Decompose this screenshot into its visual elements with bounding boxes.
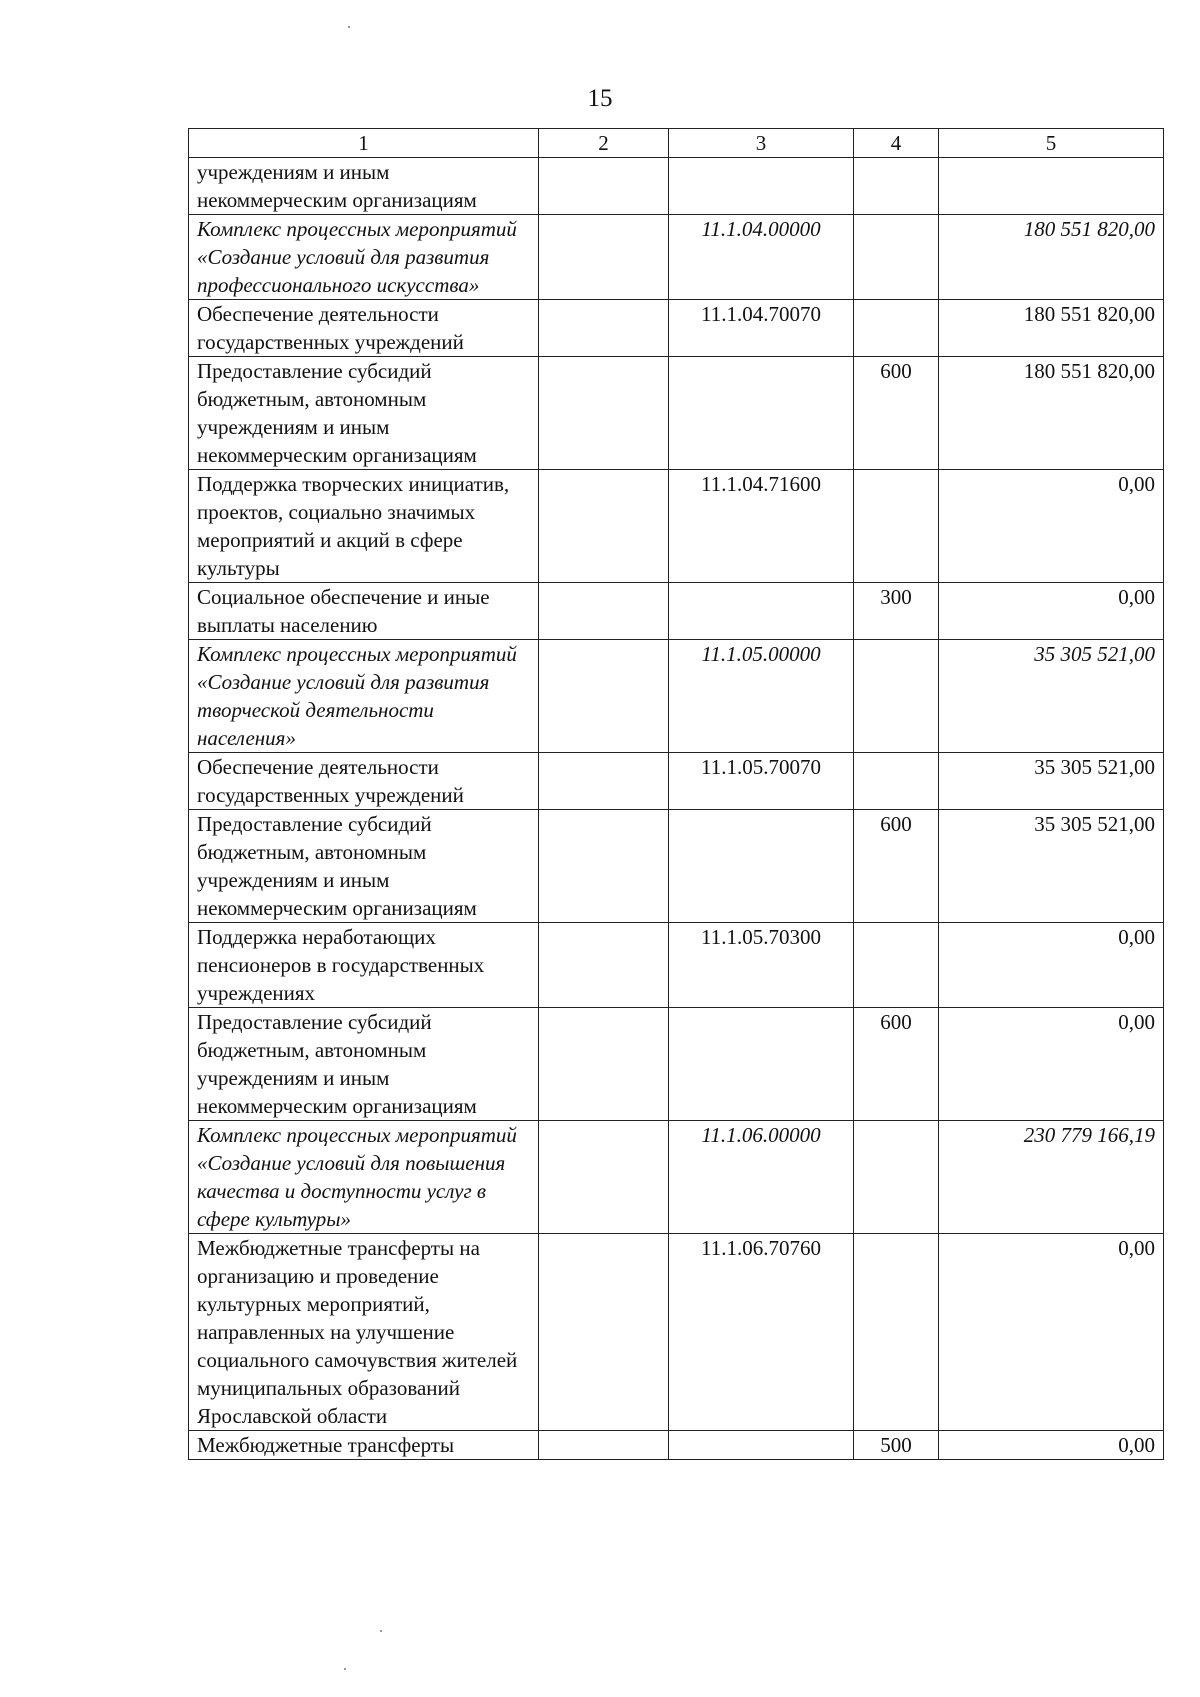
cell-column-2 <box>539 1431 669 1460</box>
cell-name: Поддержка творческих инициатив, проектов, социально значимых мероприятий и акций в сфере культуры <box>189 470 539 583</box>
cell-column-2 <box>539 923 669 1008</box>
cell-expense-type: 300 <box>854 583 939 640</box>
table-row <box>189 300 1164 357</box>
cell-expense-type: 600 <box>854 1008 939 1121</box>
cell-column-2 <box>539 357 669 470</box>
cell-name: Комплекс процессных мероприятий «Создание условий для развития профессионального искусства» <box>189 215 539 300</box>
cell-amount: 35 305 521,00 <box>939 640 1164 753</box>
cell-code <box>669 357 854 470</box>
cell-column-2 <box>539 215 669 300</box>
cell-column-2 <box>539 300 669 357</box>
cell-name: Обеспечение деятельности государственных учреждений <box>189 300 539 357</box>
cell-column-2 <box>539 158 669 215</box>
table-row <box>189 470 1164 583</box>
cell-expense-type: 600 <box>854 357 939 470</box>
cell-code: 11.1.04.71600 <box>669 470 854 583</box>
cell-expense-type <box>854 470 939 583</box>
cell-code: 11.1.05.70300 <box>669 923 854 1008</box>
cell-column-2 <box>539 640 669 753</box>
cell-amount: 35 305 521,00 <box>939 753 1164 810</box>
cell-code <box>669 810 854 923</box>
cell-code: 11.1.04.70070 <box>669 300 854 357</box>
cell-name: Обеспечение деятельности государственных учреждений <box>189 753 539 810</box>
cell-name: Предоставление субсидий бюджетным, автономным учреждениям и иным некоммерческим организациям <box>189 810 539 923</box>
cell-name: Межбюджетные трансферты <box>189 1431 539 1460</box>
cell-amount: 0,00 <box>939 470 1164 583</box>
cell-code: 11.1.05.70070 <box>669 753 854 810</box>
scan-speck <box>380 1630 382 1632</box>
cell-expense-type <box>854 1234 939 1431</box>
scan-speck <box>348 26 350 28</box>
cell-expense-type <box>854 1121 939 1234</box>
cell-code <box>669 1008 854 1121</box>
column-header-2: 2 <box>539 129 669 158</box>
cell-expense-type <box>854 215 939 300</box>
scan-speck <box>344 1668 346 1670</box>
cell-expense-type <box>854 640 939 753</box>
column-header-5: 5 <box>939 129 1164 158</box>
column-header-4: 4 <box>854 129 939 158</box>
cell-name: учреждениям и иным некоммерческим организациям <box>189 158 539 215</box>
table-row <box>189 357 1164 470</box>
cell-amount: 230 779 166,19 <box>939 1121 1164 1234</box>
cell-code: 11.1.04.00000 <box>669 215 854 300</box>
cell-amount: 180 551 820,00 <box>939 357 1164 470</box>
cell-expense-type: 500 <box>854 1431 939 1460</box>
cell-column-2 <box>539 810 669 923</box>
table-row <box>189 810 1164 923</box>
cell-code: 11.1.06.70760 <box>669 1234 854 1431</box>
table-row <box>189 923 1164 1008</box>
cell-expense-type <box>854 753 939 810</box>
cell-column-2 <box>539 1008 669 1121</box>
cell-column-2 <box>539 583 669 640</box>
cell-expense-type: 600 <box>854 810 939 923</box>
page-number: 15 <box>587 85 613 112</box>
table-row <box>189 1121 1164 1234</box>
table-row <box>189 158 1164 215</box>
table-row <box>189 1431 1164 1460</box>
table-row <box>189 753 1164 810</box>
cell-expense-type <box>854 158 939 215</box>
cell-code <box>669 1431 854 1460</box>
table-row <box>189 640 1164 753</box>
cell-column-2 <box>539 753 669 810</box>
table-header-row <box>189 129 1164 158</box>
cell-name: Комплекс процессных мероприятий «Создание условий для повышения качества и доступности услуг в сфере культуры» <box>189 1121 539 1234</box>
cell-name: Поддержка неработающих пенсионеров в государственных учреждениях <box>189 923 539 1008</box>
cell-name: Предоставление субсидий бюджетным, автономным учреждениям и иным некоммерческим организациям <box>189 1008 539 1121</box>
cell-code <box>669 583 854 640</box>
cell-column-2 <box>539 1234 669 1431</box>
table-row <box>189 583 1164 640</box>
cell-amount: 0,00 <box>939 583 1164 640</box>
cell-amount: 180 551 820,00 <box>939 215 1164 300</box>
cell-expense-type <box>854 300 939 357</box>
cell-amount: 0,00 <box>939 1008 1164 1121</box>
cell-amount: 35 305 521,00 <box>939 810 1164 923</box>
cell-code <box>669 158 854 215</box>
cell-code: 11.1.05.00000 <box>669 640 854 753</box>
table-row <box>189 1234 1164 1431</box>
cell-column-2 <box>539 470 669 583</box>
cell-amount: 0,00 <box>939 1234 1164 1431</box>
cell-name: Социальное обеспечение и иные выплаты населению <box>189 583 539 640</box>
cell-name: Межбюджетные трансферты на организацию и проведение культурных мероприятий, направленных на улучшение социального самочувствия жителей муниципальных образований Ярославской области <box>189 1234 539 1431</box>
cell-amount <box>939 158 1164 215</box>
cell-column-2 <box>539 1121 669 1234</box>
column-header-3: 3 <box>669 129 854 158</box>
cell-expense-type <box>854 923 939 1008</box>
cell-code: 11.1.06.00000 <box>669 1121 854 1234</box>
table-row <box>189 215 1164 300</box>
cell-amount: 0,00 <box>939 1431 1164 1460</box>
cell-name: Предоставление субсидий бюджетным, автономным учреждениям и иным некоммерческим организациям <box>189 357 539 470</box>
cell-amount: 0,00 <box>939 923 1164 1008</box>
table-row <box>189 1008 1164 1121</box>
budget-table <box>188 128 1164 1460</box>
cell-amount: 180 551 820,00 <box>939 300 1164 357</box>
column-header-1: 1 <box>189 129 539 158</box>
cell-name: Комплекс процессных мероприятий «Создание условий для развития творческой деятельности населения» <box>189 640 539 753</box>
table-body <box>189 158 1164 1460</box>
